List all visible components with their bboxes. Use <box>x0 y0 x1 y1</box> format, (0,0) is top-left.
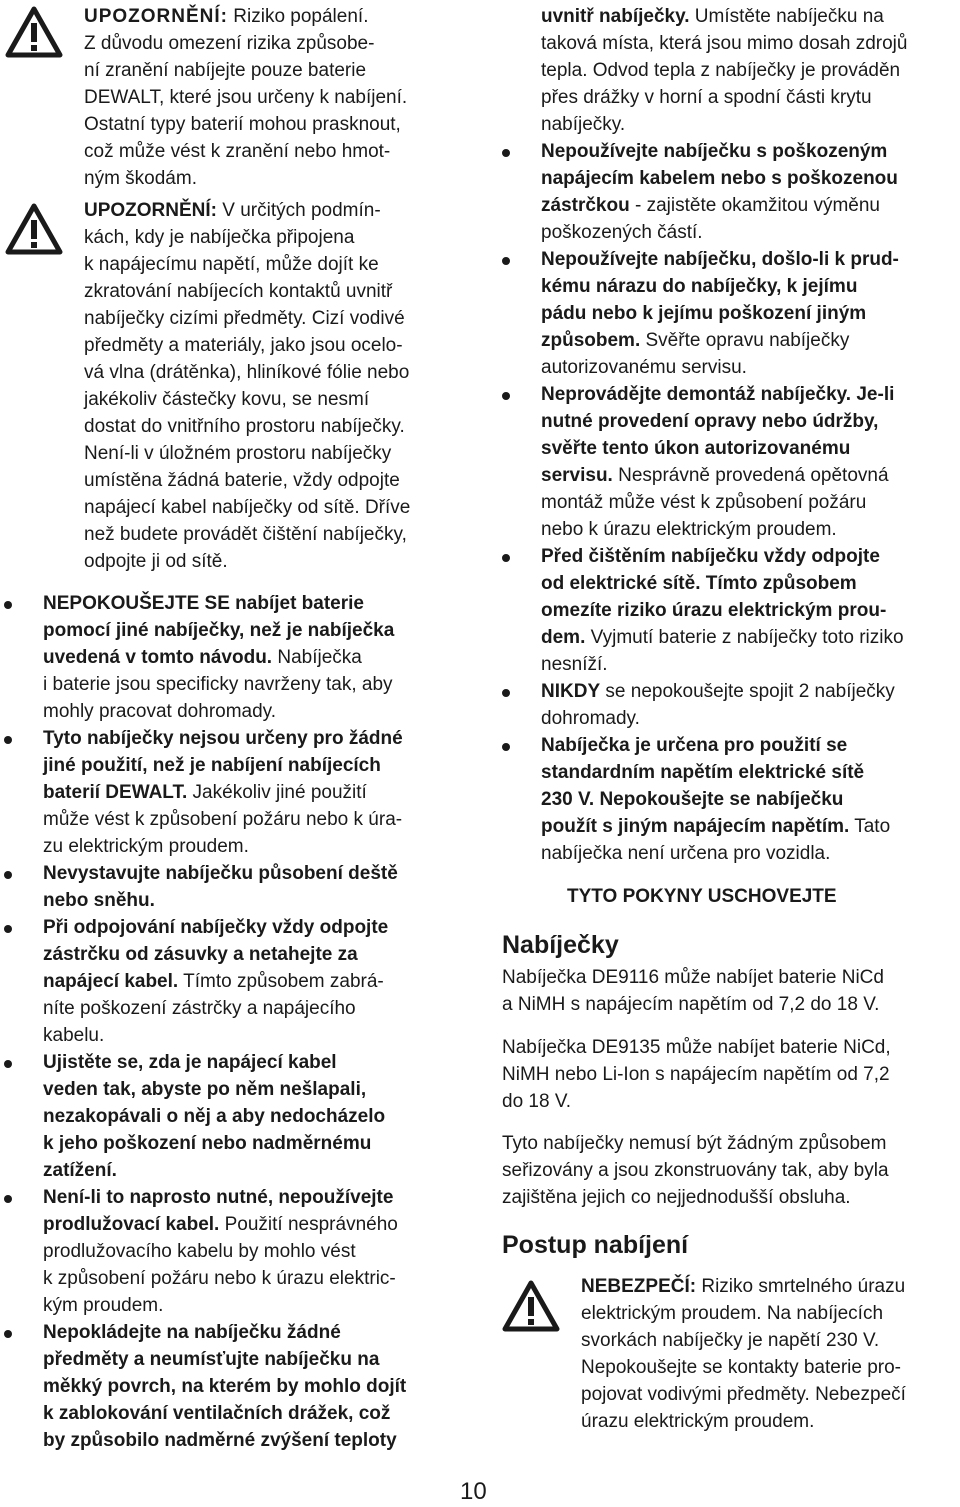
bold-text: baterií DEWALT. <box>43 782 188 803</box>
text-line <box>502 1034 891 1061</box>
warning-label: UPOZORNĚNÍ: <box>84 6 228 27</box>
text-line <box>541 192 880 219</box>
text-line <box>502 1061 890 1088</box>
normal-text: nabíječky cizími předměty. Cizí vodivé <box>84 308 405 329</box>
normal-text: zajištěna jejich co nejjednodušší obsluha. <box>502 1187 851 1208</box>
normal-text: Není-li v úložném prostoru nabíječky <box>84 443 392 464</box>
text-line <box>84 3 368 30</box>
text-line <box>581 1381 906 1408</box>
bold-text: Neprovádějte demontáž nabíječky. Je-li <box>541 384 895 405</box>
bold-text: prodlužovací kabel. <box>43 1214 220 1235</box>
text-line <box>581 1327 879 1354</box>
text-line <box>541 354 747 381</box>
text-line <box>43 1238 356 1265</box>
bold-text: nutné provedení opravy nebo údržby, <box>541 411 879 432</box>
normal-text: zu elektrickým proudem. <box>43 836 249 857</box>
normal-text: seřizovány a jsou zkonstruovány tak, aby byla <box>502 1160 889 1181</box>
text-line <box>541 57 900 84</box>
bullet-dot <box>4 1060 12 1068</box>
text-line <box>84 224 354 251</box>
bold-text: servisu. <box>541 465 613 486</box>
normal-text: Ostatní typy baterií mohou prasknout, <box>84 114 401 135</box>
normal-text: elektrickým proudem. Na nabíjecích <box>581 1303 884 1324</box>
text-line <box>43 1400 390 1427</box>
text-line <box>84 440 391 467</box>
text-line <box>502 1157 889 1184</box>
text-line <box>84 521 407 548</box>
normal-text: poškozených částí. <box>541 222 703 243</box>
text-line <box>43 725 403 752</box>
normal-text: pojovat vodivými předměty. Nebezpečí <box>581 1384 906 1405</box>
bold-text: napájecí kabel. <box>43 971 179 992</box>
text-line <box>541 327 849 354</box>
text-line <box>43 860 398 887</box>
text-line <box>541 489 866 516</box>
text-line <box>541 462 889 489</box>
normal-text: Nabíječka DE9116 může nabíjet baterie NiCd <box>502 967 884 988</box>
bold-text: omezíte riziko úrazu elektrickým prou- <box>541 600 887 621</box>
normal-text: svorkách nabíječky je napětí 230 V. <box>581 1330 880 1351</box>
normal-text: Nesprávně provedená opětovná <box>612 465 889 486</box>
bold-text: uvnitř nabíječky. <box>541 6 690 27</box>
normal-text: Svěřte opravu nabíječky <box>640 330 850 351</box>
text-line <box>43 806 402 833</box>
page-number: 10 <box>460 1478 487 1505</box>
text-line <box>541 273 857 300</box>
text-line <box>43 995 356 1022</box>
normal-text: ným škodám. <box>84 168 197 189</box>
text-line <box>84 494 410 521</box>
normal-text: kách, kdy je nabíječka připojena <box>84 227 355 248</box>
bold-text: Nepoužívejte nabíječku s poškozeným <box>541 141 888 162</box>
warning-label: NEBEZPEČÍ: <box>581 1276 697 1297</box>
bold-text: NEPOKOUŠEJTE SE nabíjet baterie <box>43 593 364 614</box>
text-line <box>43 752 381 779</box>
text-line <box>43 1292 163 1319</box>
text-line <box>541 678 895 705</box>
bold-text: uvedená v tomto návodu. <box>43 647 273 668</box>
normal-text: Nabíječka <box>272 647 362 668</box>
text-line <box>541 111 625 138</box>
bold-text: kému nárazu do nabíječky, k jejímu <box>541 276 858 297</box>
text-line <box>541 651 608 678</box>
normal-text: a NiMH s napájecím napětím od 7,2 do 18 V. <box>502 994 880 1015</box>
normal-text: níte poškození zástrčky a napájecího <box>43 998 356 1019</box>
chargers-heading: Nabíječky <box>502 931 619 959</box>
text-line <box>541 624 904 651</box>
bold-text: zástrčkou <box>541 195 630 216</box>
text-line <box>541 84 872 111</box>
text-line <box>502 1184 851 1211</box>
normal-text: Tato <box>849 816 891 837</box>
bold-text: veden tak, abyste po něm nešlapali, <box>43 1079 367 1100</box>
normal-text: mohly pracovat dohromady. <box>43 701 277 722</box>
text-line <box>43 1373 406 1400</box>
bold-text: nezakopávali o něj a aby nedocházelo <box>43 1106 386 1127</box>
bold-text: zatížení. <box>43 1160 117 1181</box>
normal-text: odpojte ji od sítě. <box>84 551 228 572</box>
text-line <box>43 1265 396 1292</box>
text-line <box>43 617 394 644</box>
normal-text: dostat do vnitřního prostoru nabíječky. <box>84 416 405 437</box>
bullet-dot <box>4 925 12 933</box>
text-line <box>84 251 379 278</box>
text-line <box>84 197 381 224</box>
normal-text: do 18 V. <box>502 1091 572 1112</box>
bold-text: Nabíječka je určena pro použití se <box>541 735 848 756</box>
bold-text: použít s jiným napájecím napětím. <box>541 816 850 837</box>
bold-text: pádu nebo k jejímu poškození jiným <box>541 303 867 324</box>
bold-text: napájecím kabelem nebo s poškozenou <box>541 168 898 189</box>
normal-text: jakékoliv částečky kovu, se nesmí <box>84 389 370 410</box>
normal-text: se nepokoušejte spojit 2 nabíječky <box>600 681 895 702</box>
text-line <box>502 1130 886 1157</box>
normal-text: i baterie jsou specificky navrženy tak, aby <box>43 674 393 695</box>
bold-text: nebo sněhu. <box>43 890 155 911</box>
text-line <box>502 964 884 991</box>
bold-text: Ujistěte se, zda je napájecí kabel <box>43 1052 337 1073</box>
normal-text: DEWALT, které jsou určeny k nabíjení. <box>84 87 408 108</box>
text-line <box>84 467 400 494</box>
text-line <box>43 590 364 617</box>
normal-text: Z důvodu omezení rizika způsobe- <box>84 33 375 54</box>
text-line <box>43 671 393 698</box>
text-line <box>541 3 884 30</box>
text-line <box>541 597 886 624</box>
bold-text: svěřte tento úkon autorizovanému <box>541 438 851 459</box>
normal-text: Jakékoliv jiné použití <box>187 782 367 803</box>
normal-text: V určitých podmín- <box>217 200 381 221</box>
bold-text: zástrčku od zásuvky a netahejte za <box>43 944 358 965</box>
text-line <box>43 1022 104 1049</box>
normal-text: vá vlna (drátěnka), hliníkové fólie nebo <box>84 362 410 383</box>
text-line <box>43 887 155 914</box>
text-line <box>84 57 366 84</box>
text-line <box>581 1273 905 1300</box>
bullet-dot <box>4 601 12 609</box>
bullet-dot <box>4 736 12 744</box>
text-line <box>43 1319 341 1346</box>
normal-text: umístěna žádná baterie, vždy odpojte <box>84 470 400 491</box>
bold-text: měkký povrch, na kterém by mohlo dojít <box>43 1376 407 1397</box>
normal-text: předměty a materiály, jako jsou ocelo- <box>84 335 403 356</box>
bold-text: pomocí jiné nabíječky, než je nabíječka <box>43 620 395 641</box>
normal-text: napájecí kabel nabíječky od sítě. Dříve <box>84 497 411 518</box>
bold-text: jiné použití, než je nabíjení nabíjecích <box>43 755 381 776</box>
normal-text: k napájecímu napětí, může dojít ke <box>84 254 379 275</box>
text-line <box>541 408 878 435</box>
text-line <box>541 570 857 597</box>
bullet-dot <box>4 1330 12 1338</box>
keep-instructions-heading: TYTO POKYNY USCHOVEJTE <box>567 886 837 907</box>
bold-text: NIKDY <box>541 681 601 702</box>
normal-text: zkratování nabíjecích kontaktů uvnitř <box>84 281 393 302</box>
bullet-dot <box>502 554 510 562</box>
bold-text: dem. <box>541 627 586 648</box>
normal-text: což může vést k zranění nebo hmot- <box>84 141 391 162</box>
text-line <box>84 138 390 165</box>
bold-text: k zablokování ventilačních drážek, což <box>43 1403 391 1424</box>
normal-text: nebo k úrazu elektrickým proudem. <box>541 519 837 540</box>
text-line <box>43 1049 337 1076</box>
text-line <box>43 1427 397 1454</box>
warning-triangle-icon <box>5 203 63 255</box>
bullet-dot <box>502 743 510 751</box>
text-line <box>43 1103 385 1130</box>
text-line <box>43 1346 379 1373</box>
text-line <box>43 833 249 860</box>
normal-text: může vést k způsobení požáru nebo k úra- <box>43 809 403 830</box>
text-line <box>541 759 864 786</box>
text-line <box>84 165 197 192</box>
bold-text: Nevystavujte nabíječku působení deště <box>43 863 398 884</box>
normal-text: taková místa, která jsou mimo dosah zdrojů <box>541 33 908 54</box>
text-line <box>541 165 898 192</box>
normal-text: Tyto nabíječky nemusí být žádným způsobem <box>502 1133 887 1154</box>
text-line <box>43 941 358 968</box>
text-line <box>84 84 407 111</box>
bold-text: od elektrické sítě. Tímto způsobem <box>541 573 857 594</box>
text-line <box>43 1211 398 1238</box>
text-line <box>43 644 362 671</box>
bold-text: Před čištěním nabíječku vždy odpojte <box>541 546 880 567</box>
text-line <box>541 705 640 732</box>
text-line <box>541 840 830 867</box>
bullet-dot <box>502 257 510 265</box>
text-line <box>43 914 388 941</box>
text-line <box>43 779 367 806</box>
bold-text: způsobem. <box>541 330 641 351</box>
normal-text: autorizovanému servisu. <box>541 357 747 378</box>
text-line <box>541 435 850 462</box>
text-line <box>541 786 843 813</box>
warning-triangle-icon <box>5 6 63 58</box>
text-line <box>84 111 401 138</box>
text-line <box>541 219 703 246</box>
text-line <box>84 359 409 386</box>
bullet-dot <box>502 392 510 400</box>
bullet-dot <box>4 1195 12 1203</box>
normal-text: ní zranění nabíjejte pouze baterie <box>84 60 367 81</box>
normal-text: dohromady. <box>541 708 640 729</box>
normal-text: nabíječky. <box>541 114 626 135</box>
text-line <box>541 732 847 759</box>
text-line <box>541 300 866 327</box>
text-line <box>502 1088 571 1115</box>
text-line <box>541 246 899 273</box>
bold-text: Tyto nabíječky nejsou určeny pro žádné <box>43 728 403 749</box>
text-line <box>541 543 880 570</box>
text-line <box>84 413 405 440</box>
bold-text: by způsobilo nadměrné zvýšení teploty <box>43 1430 397 1451</box>
normal-text: Vyjmutí baterie z nabíječky toto riziko <box>585 627 904 648</box>
bold-text: Při odpojování nabíječky vždy odpojte <box>43 917 389 938</box>
normal-text: - zajistěte okamžitou výměnu <box>629 195 880 216</box>
text-line <box>541 138 887 165</box>
text-line <box>43 1130 371 1157</box>
normal-text: Použití nesprávného <box>219 1214 398 1235</box>
normal-text: Riziko popálení. <box>228 6 369 27</box>
bold-text: k jeho poškození nebo nadměrnému <box>43 1133 372 1154</box>
text-line <box>84 305 405 332</box>
normal-text: úrazu elektrickým proudem. <box>581 1411 815 1432</box>
text-line <box>541 813 890 840</box>
normal-text: NiMH nebo Li-Ion s napájecím napětím od 7,2 <box>502 1064 890 1085</box>
bullet-dot <box>502 689 510 697</box>
text-line <box>502 991 879 1018</box>
bold-text: standardním napětím elektrické sítě <box>541 762 865 783</box>
warning-label: UPOZORNĚNÍ: <box>84 200 217 221</box>
charging-heading: Postup nabíjení <box>502 1231 689 1259</box>
normal-text: Umístěte nabíječku na <box>689 6 884 27</box>
normal-text: Riziko smrtelného úrazu <box>696 1276 906 1297</box>
text-line <box>84 386 369 413</box>
normal-text: nesníží. <box>541 654 608 675</box>
normal-text: Nepokoušejte se kontakty baterie pro- <box>581 1357 902 1378</box>
bullet-dot <box>502 149 510 157</box>
text-line <box>43 968 384 995</box>
normal-text: tepla. Odvod tepla z nabíječky je prováděn <box>541 60 901 81</box>
text-line <box>43 1076 366 1103</box>
text-line <box>84 548 228 575</box>
text-line <box>541 381 894 408</box>
text-line <box>43 1184 393 1211</box>
normal-text: Nabíječka DE9135 může nabíjet baterie NiCd, <box>502 1037 891 1058</box>
text-line <box>541 30 907 57</box>
normal-text: kabelu. <box>43 1025 105 1046</box>
text-line <box>581 1408 814 1435</box>
normal-text: nabíječka není určena pro vozidla. <box>541 843 831 864</box>
bullet-dot <box>4 871 12 879</box>
normal-text: Tímto způsobem zabrá- <box>178 971 384 992</box>
normal-text: k způsobení požáru nebo k úrazu elektric- <box>43 1268 396 1289</box>
text-line <box>581 1354 901 1381</box>
text-line <box>84 278 392 305</box>
bold-text: Není-li to naprosto nutné, nepoužívejte <box>43 1187 394 1208</box>
normal-text: prodlužovacího kabelu by mohlo vést <box>43 1241 356 1262</box>
normal-text: montáž může vést k způsobení požáru <box>541 492 867 513</box>
text-line <box>43 698 276 725</box>
bold-text: Nepoužívejte nabíječku, došlo-li k prud- <box>541 249 899 270</box>
normal-text: než budete provádět čištění nabíječky, <box>84 524 407 545</box>
bold-text: 230 V. Nepokoušejte se nabíječku <box>541 789 844 810</box>
text-line <box>43 1157 117 1184</box>
text-line <box>84 30 374 57</box>
bold-text: Nepokládejte na nabíječku žádné <box>43 1322 341 1343</box>
bold-text: předměty a neumísťujte nabíječku na <box>43 1349 380 1370</box>
normal-text: přes drážky v horní a spodní části krytu <box>541 87 872 108</box>
danger-triangle-icon <box>502 1280 560 1332</box>
text-line <box>581 1300 883 1327</box>
text-line <box>541 516 837 543</box>
text-line <box>84 332 403 359</box>
normal-text: kým proudem. <box>43 1295 164 1316</box>
